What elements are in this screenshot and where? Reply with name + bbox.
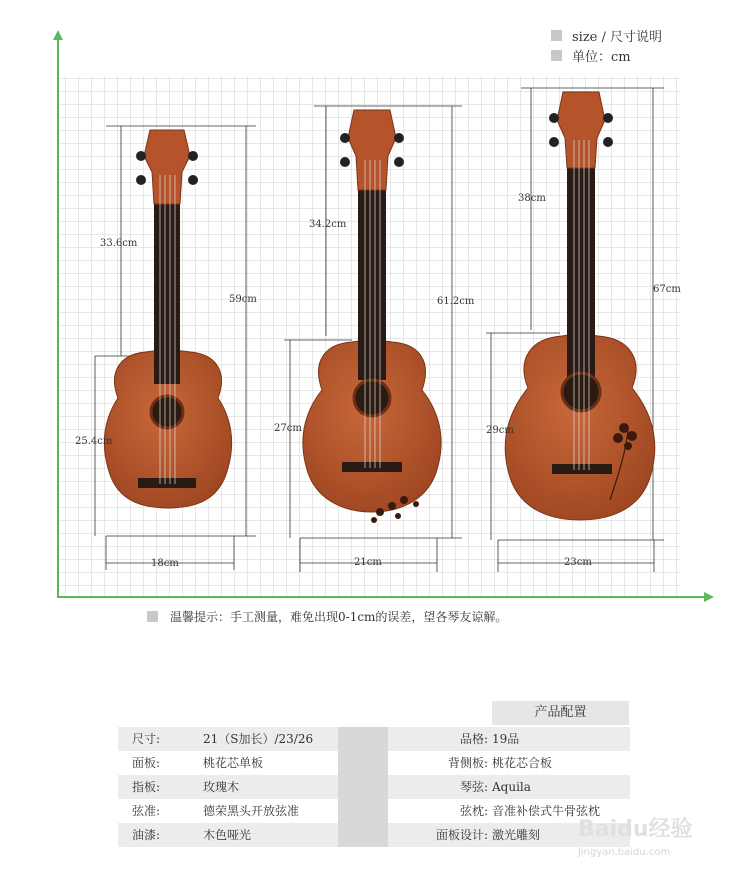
ukulele-21-total-label: 59cm xyxy=(229,294,257,305)
measurement-note xyxy=(147,608,507,625)
legend-unit-label: 单位：cm xyxy=(572,50,631,65)
note-square-icon xyxy=(147,611,158,622)
baidu-watermark xyxy=(578,812,693,858)
spec-row xyxy=(118,799,630,823)
spec-divider xyxy=(338,775,388,799)
ukulele-21-width-label: 18cm xyxy=(151,558,179,569)
ukulele-26-width-label: 23cm xyxy=(564,557,592,568)
ukulele-26-neck-label: 38cm xyxy=(518,193,546,204)
note-text: 温馨提示：手工测量，难免出现0-1cm的误差，望各琴友谅解。 xyxy=(170,610,508,624)
spec-value: 21（S加长）/23/26 xyxy=(203,732,314,746)
spec-value: 德荣黑头开放弦准 xyxy=(203,804,300,818)
spec-key: 指板: xyxy=(132,780,161,794)
spec-key: 面板设计: xyxy=(435,828,488,842)
legend-title: size / 尺寸说明 xyxy=(572,30,663,45)
ukulele-26-body-label: 29cm xyxy=(486,425,514,436)
spec-key: 油漆: xyxy=(132,828,161,842)
x-axis-arrow-icon xyxy=(704,592,714,602)
spec-value: Aquila xyxy=(492,780,531,794)
spec-key: 弦准: xyxy=(132,804,161,818)
spec-key: 面板: xyxy=(132,756,161,770)
y-axis-arrow-icon xyxy=(53,30,63,40)
spec-row xyxy=(118,727,630,751)
spec-row xyxy=(118,775,630,799)
spec-header: 产品配置 xyxy=(492,701,629,725)
spec-key: 品格: xyxy=(459,732,488,746)
spec-divider xyxy=(338,751,388,775)
spec-row xyxy=(118,823,630,847)
spec-value: 桃花芯单板 xyxy=(203,756,264,770)
spec-row xyxy=(118,751,630,775)
ukulele-23-total-label: 61.2cm xyxy=(437,296,475,307)
spec-divider xyxy=(338,799,388,823)
spec-key: 弦枕: xyxy=(459,804,488,818)
watermark-url: jingyan.baidu.com xyxy=(578,847,671,858)
spec-value: 桃花芯合板 xyxy=(492,756,553,770)
ukulele-26-total-label: 67cm xyxy=(653,284,681,295)
ukulele-23-body-label: 27cm xyxy=(274,423,302,434)
spec-table xyxy=(118,727,630,847)
ukulele-21-neck-label: 33.6cm xyxy=(100,238,138,249)
spec-divider xyxy=(338,727,388,751)
spec-divider xyxy=(338,823,388,847)
ukulele-23-width-label: 21cm xyxy=(354,557,382,568)
spec-value: 激光雕刻 xyxy=(492,828,541,842)
spec-value: 音准补偿式牛骨弦枕 xyxy=(492,804,601,818)
ukulele-21-body-label: 25.4cm xyxy=(75,436,113,447)
spec-key: 尺寸: xyxy=(132,732,161,746)
spec-key: 背侧板: xyxy=(447,756,488,770)
spec-value: 玫瑰木 xyxy=(203,780,240,794)
spec-value: 19品 xyxy=(492,732,520,746)
spec-key: 琴弦: xyxy=(459,780,488,794)
watermark-brand: Baidu经验 xyxy=(578,817,693,842)
spec-value: 木色哑光 xyxy=(203,828,252,842)
ukulele-23-neck-label: 34.2cm xyxy=(309,219,347,230)
